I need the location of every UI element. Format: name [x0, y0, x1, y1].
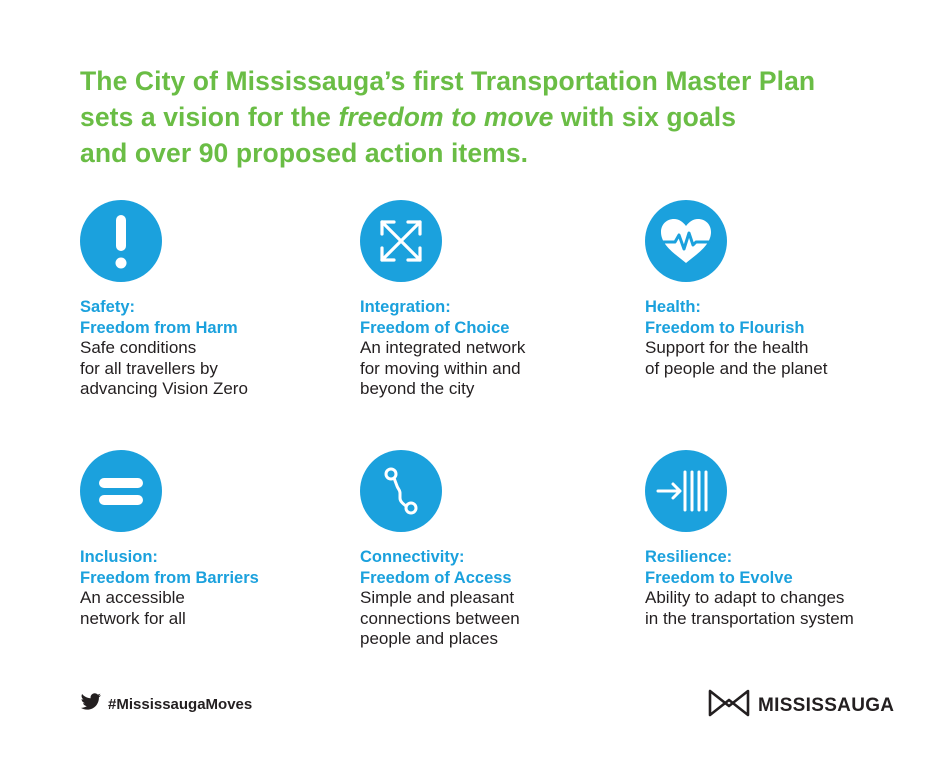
route-icon [360, 450, 442, 532]
equals-icon [80, 450, 162, 532]
goal-title-category: Integration: [360, 298, 451, 316]
goal-connectivity [360, 450, 630, 650]
goal-title-category: Connectivity: [360, 548, 465, 566]
goal-description-line: Support for the health [645, 338, 809, 357]
goal-title-freedom: Freedom from Harm [80, 318, 238, 337]
twitter-bird-icon [80, 693, 102, 715]
goal-title-freedom: Freedom from Barriers [80, 568, 259, 587]
exclamation-icon [80, 200, 162, 282]
goal-description-line: in the transportation system [645, 608, 854, 628]
goal-description-line: connections between [360, 608, 520, 628]
goal-description-line: for all travellers by [80, 358, 218, 378]
goal-description-line: network for all [80, 608, 186, 628]
goal-description [360, 588, 630, 650]
heart-pulse-icon [645, 200, 727, 282]
headline-line-1: The City of Mississauga’s first Transportation Master Plan [80, 66, 816, 96]
goal-description [80, 338, 350, 400]
goal-title-category: Safety: [80, 298, 136, 316]
headline-emphasis: freedom to move [338, 102, 554, 132]
goal-title [360, 547, 630, 588]
goal-description-line: of people and the planet [645, 358, 828, 378]
goal-description-line: advancing Vision Zero [80, 379, 248, 398]
goal-title [360, 297, 630, 338]
goal-inclusion [80, 450, 350, 629]
goal-title-category: Resilience: [645, 548, 733, 566]
goal-title [80, 297, 350, 338]
goal-description [360, 338, 630, 400]
goal-resilience [645, 450, 915, 629]
goal-title [645, 547, 915, 588]
goal-title-category: Inclusion: [80, 548, 158, 566]
goal-description-line: beyond the city [360, 379, 475, 398]
brand-wordmark: MISSISSAUGA [758, 694, 895, 716]
headline-line-2 [80, 99, 900, 135]
expand-arrows-icon [360, 200, 442, 282]
goal-description [80, 588, 350, 629]
goal-health [645, 200, 915, 379]
mississauga-logo [708, 688, 894, 723]
goal-description-line: Ability to adapt to changes [645, 588, 845, 607]
goal-description [645, 338, 915, 379]
goal-description-line: Simple and pleasant [360, 588, 515, 607]
goal-title-category: Health: [645, 298, 701, 316]
goal-description-line: Safe conditions [80, 338, 197, 357]
goal-title-freedom: Freedom of Access [360, 568, 512, 587]
headline-line-2-suffix: with six goals [553, 102, 737, 132]
goal-description-line: An accessible [80, 588, 185, 607]
goal-integration [360, 200, 630, 400]
goal-title [80, 547, 350, 588]
goal-title [645, 297, 915, 338]
goal-description [645, 588, 915, 629]
goal-description-line: An integrated network [360, 338, 526, 357]
headline-line-3: and over 90 proposed action items. [80, 138, 529, 168]
hashtag-text: #MississaugaMoves [108, 695, 253, 713]
goal-title-freedom: Freedom of Choice [360, 318, 510, 337]
footer-hashtag [80, 693, 252, 715]
mississauga-m-logo-icon [708, 688, 750, 723]
goal-title-freedom: Freedom to Flourish [645, 318, 805, 337]
headline-line-2-prefix: sets a vision for the [80, 102, 339, 132]
arrow-lines-icon [645, 450, 727, 532]
goal-safety [80, 200, 350, 400]
goal-title-freedom: Freedom to Evolve [645, 568, 793, 587]
goal-description-line: for moving within and [360, 358, 521, 378]
headline [80, 63, 900, 171]
goal-description-line: people and places [360, 629, 499, 648]
